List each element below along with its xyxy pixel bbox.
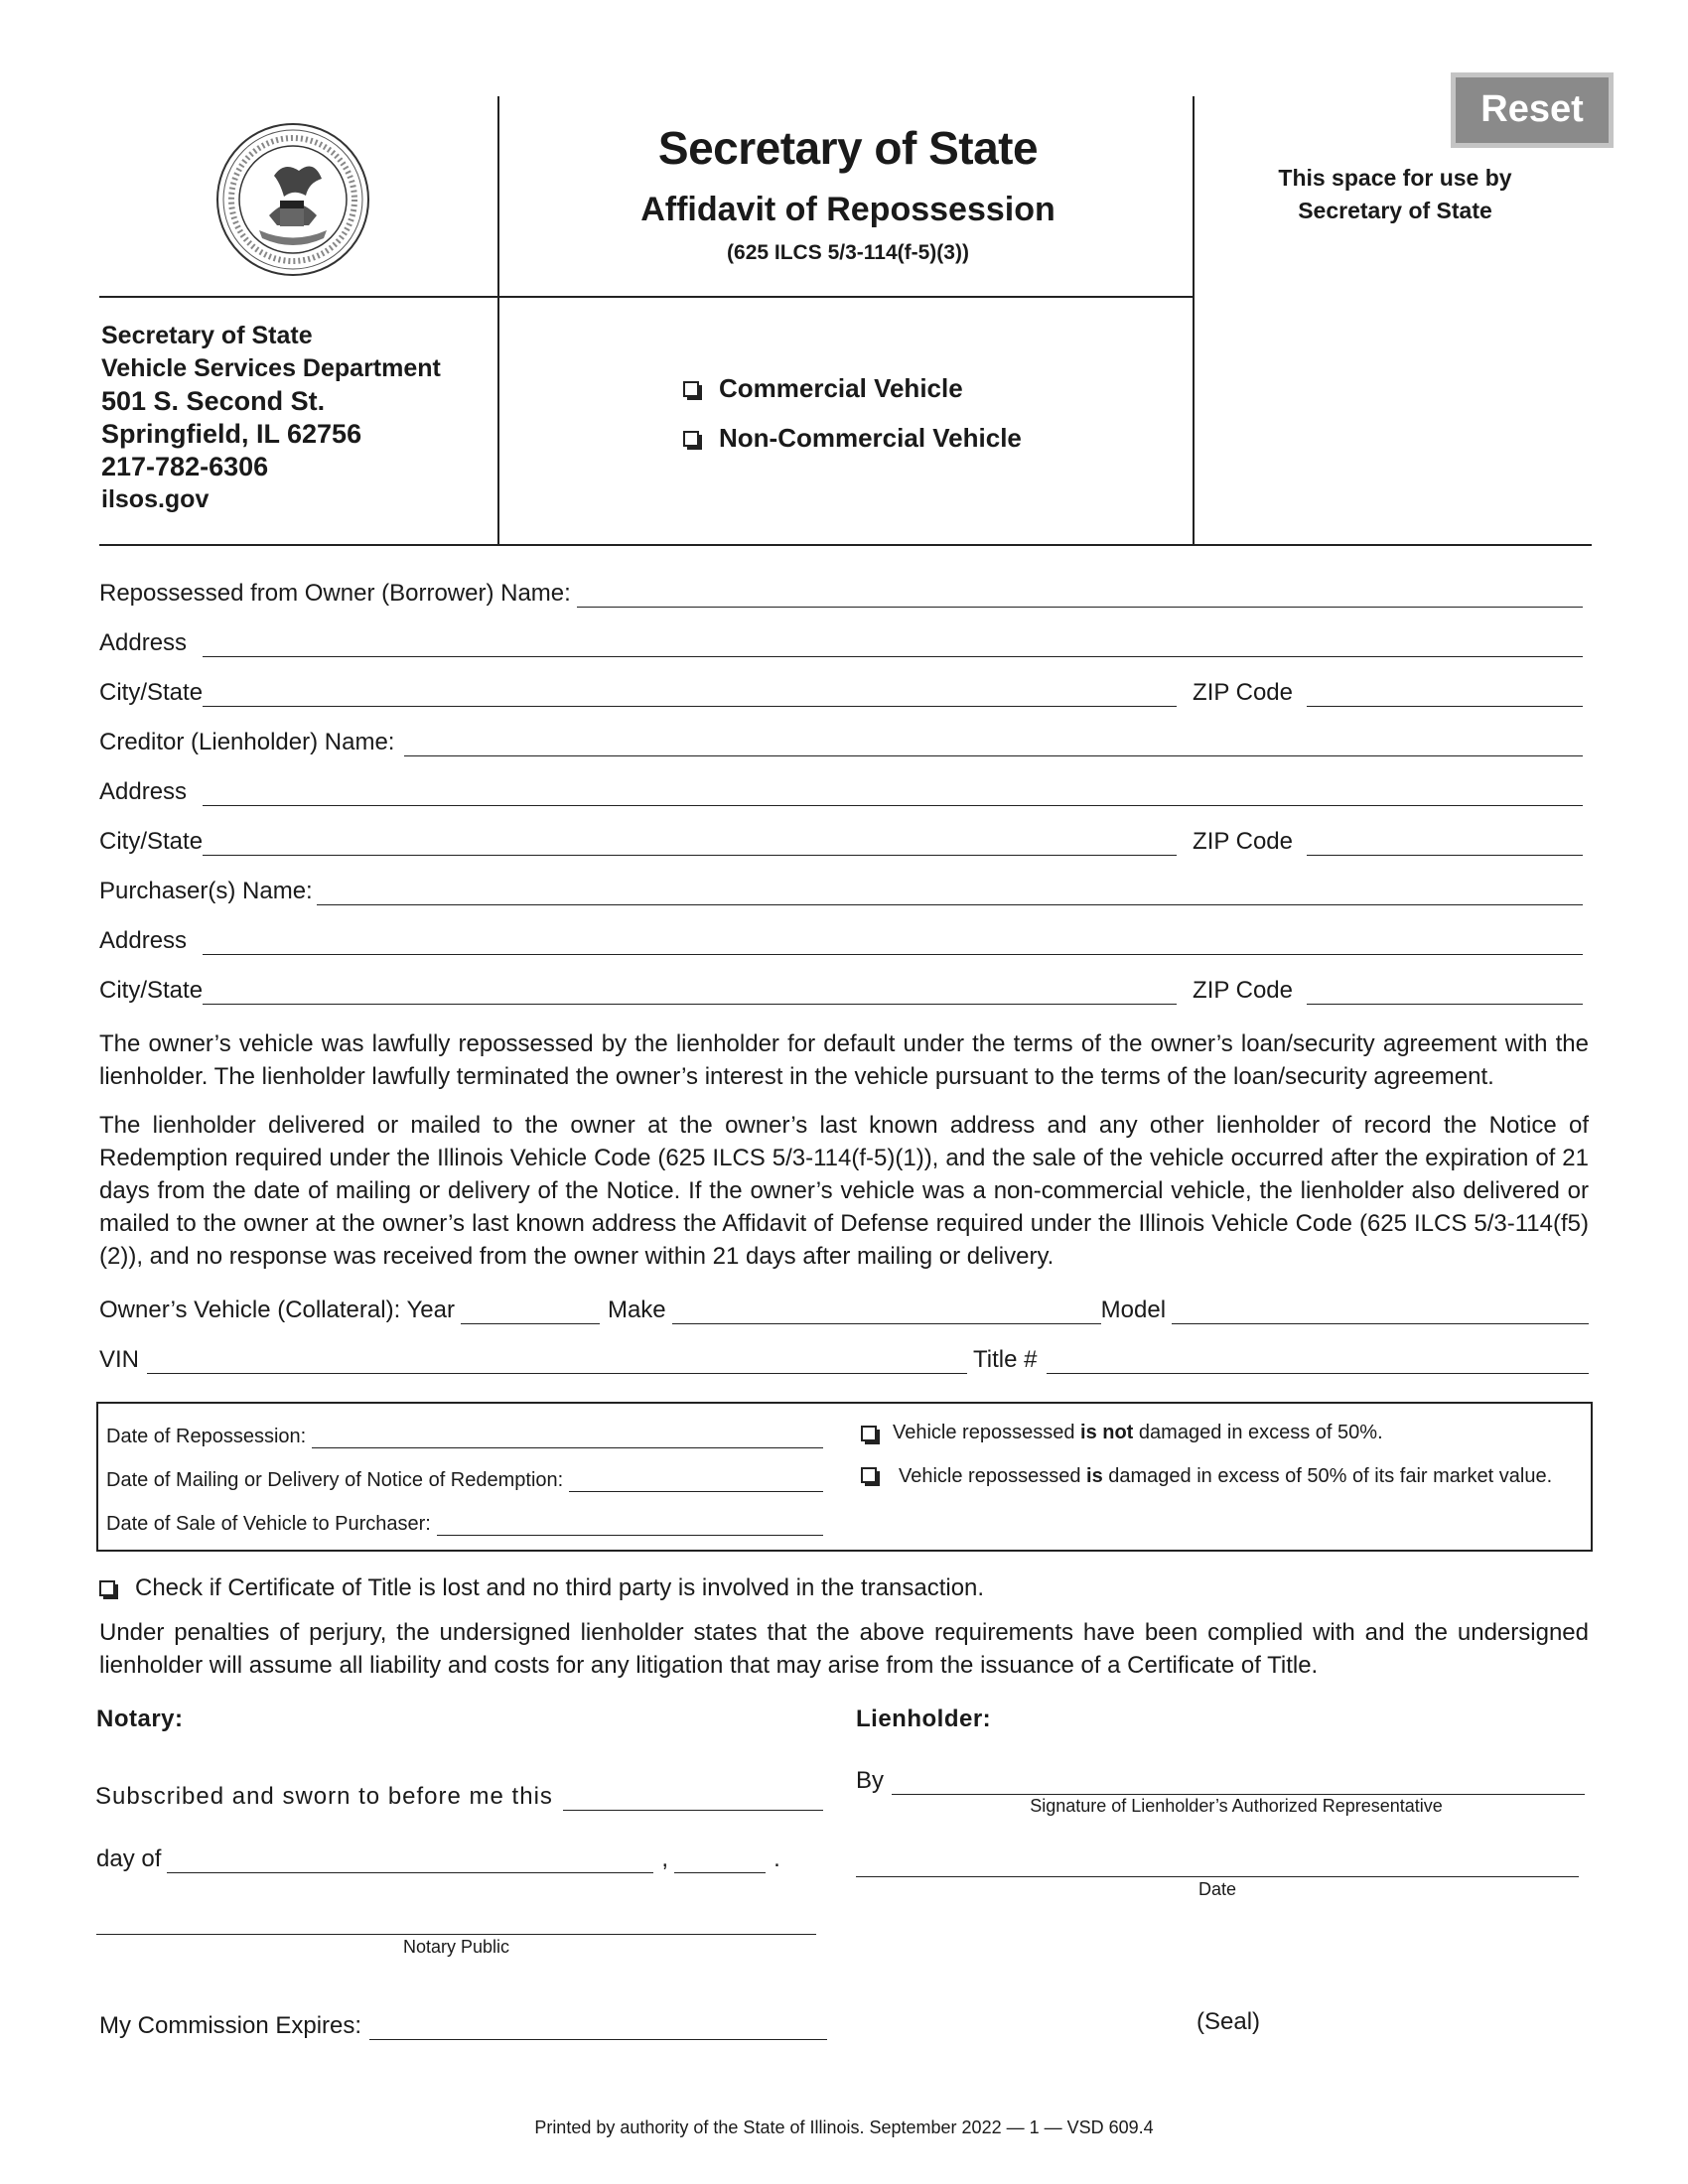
sos-use-space: This space for use by Secretary of State	[1278, 165, 1512, 223]
notary-heading: Notary:	[96, 1706, 184, 1732]
sworn-day-field[interactable]	[563, 1786, 823, 1811]
creditor-city-row: City/State ZIP Code	[99, 824, 1583, 856]
creditor-name-field[interactable]	[404, 732, 1583, 756]
lost-title-checkbox[interactable]: Check if Certificate of Title is lost and no third party is involved in the transaction.	[99, 1574, 984, 1602]
repossession-date-field[interactable]	[312, 1424, 823, 1448]
creditor-city-field[interactable]	[203, 831, 1177, 856]
creditor-name-row: Creditor (Lienholder) Name:	[99, 725, 1583, 756]
lienholder-signature-field[interactable]	[892, 1770, 1585, 1795]
owner-city-field[interactable]	[203, 682, 1177, 707]
vin-field[interactable]	[147, 1349, 967, 1374]
commercial-vehicle-label: Commercial Vehicle	[719, 373, 963, 403]
sale-date-row: Date of Sale of Vehicle to Purchaser:	[106, 1504, 823, 1536]
owner-name-row: Repossessed from Owner (Borrower) Name:	[99, 576, 1583, 608]
sale-date-field[interactable]	[437, 1511, 823, 1536]
creditor-zip-field[interactable]	[1307, 831, 1583, 856]
page-title: Secretary of State	[657, 122, 1039, 174]
by-row: By	[856, 1763, 1585, 1795]
notary-signature-line[interactable]	[96, 1934, 816, 1935]
commercial-vehicle-checkbox[interactable]	[683, 373, 963, 404]
purchaser-city-row: City/State ZIP Code	[99, 973, 1583, 1005]
checkbox-icon[interactable]	[861, 1426, 877, 1441]
owner-address-row: Address	[99, 625, 1583, 657]
non-commercial-vehicle-checkbox[interactable]	[683, 423, 1022, 454]
repossession-dates-box	[96, 1402, 1593, 1552]
year-field[interactable]	[674, 1848, 766, 1873]
signature-caption: Signature of Lienholder’s Authorized Representative	[1030, 1796, 1443, 1816]
notary-public-caption: Notary Public	[402, 1937, 510, 1957]
owner-address-field[interactable]	[203, 632, 1583, 657]
header-rule-bottom	[99, 544, 1592, 546]
vehicle-row: Owner’s Vehicle (Collateral): Year Make Model	[99, 1293, 1589, 1324]
footer: Printed by authority of the State of Illinois. September 2022 — 1 — VSD 609.4	[534, 2117, 1154, 2137]
non-commercial-vehicle-label: Non-Commercial Vehicle	[719, 423, 1022, 453]
vehicle-model-field[interactable]	[1172, 1299, 1589, 1324]
not-damaged-checkbox[interactable]: Vehicle repossessed is not damaged in excess of 50%.	[861, 1422, 1383, 1444]
creditor-address-row: Address	[99, 774, 1583, 806]
lienholder-date-field[interactable]	[856, 1876, 1579, 1877]
checkbox-icon[interactable]	[683, 431, 699, 447]
damaged-checkbox[interactable]: Vehicle repossessed is damaged in excess of 50% of its fair market value.	[861, 1463, 1584, 1490]
illinois-state-seal-icon	[214, 121, 371, 278]
mailing-date-row: Date of Mailing or Delivery of Notice of Redemption:	[106, 1460, 823, 1492]
checkbox-icon[interactable]	[861, 1467, 877, 1483]
owner-zip-field[interactable]	[1307, 682, 1583, 707]
mailing-date-field[interactable]	[569, 1467, 823, 1492]
repossession-date-row: Date of Repossession:	[106, 1417, 823, 1448]
seal-label: (Seal)	[1196, 2008, 1261, 2035]
date-caption: Date	[1197, 1879, 1237, 1899]
sworn-row: Subscribed and sworn to before me this	[95, 1779, 823, 1811]
purchaser-name-row: Purchaser(s) Name:	[99, 874, 1583, 905]
commission-expires-field[interactable]	[369, 2015, 827, 2040]
commission-row: My Commission Expires:	[99, 2008, 827, 2040]
form-subtitle: Affidavit of Repossession	[640, 191, 1055, 228]
statute-citation: (625 ILCS 5/3-114(f-5)(3))	[727, 241, 969, 264]
reset-button[interactable]: Reset	[1451, 72, 1614, 148]
purchaser-zip-field[interactable]	[1307, 980, 1583, 1005]
notice-statement: The lienholder delivered or mailed to the owner at the owner’s last known address and any other lienholder of record the Notice of Redemption required under the Illinois Vehicle Code (625 ILCS 5/3-114(f-5)(1)), and the sale of the vehicle occurred after the expiration of 21 days from the date of mailing or delivery of the Notice. If the owner’s vehicle was a non-commercial vehicle, the lienholder also delivered or mailed to the owner at the owner’s last known address the Affidavit of Defense required under the Illinois Vehicle Code (625 ILCS 5/3-114(f5)(2)), and no response was received from the owner within 21 days after mailing or delivery.	[99, 1112, 1589, 1270]
purchaser-city-field[interactable]	[203, 980, 1177, 1005]
department-address: Secretary of State Vehicle Services Department 501 S. Second St. Springfield, IL 62756 217-782-6306 ilsos.gov	[101, 322, 441, 513]
owner-city-row: City/State ZIP Code	[99, 675, 1583, 707]
checkbox-icon[interactable]	[99, 1580, 115, 1596]
perjury-statement: Under penalties of perjury, the undersigned lienholder states that the above requirements have been complied with and the undersigned lienholder will assume all liability and costs for any litigation that may arise from the issuance of a Certificate of Title.	[99, 1619, 1589, 1679]
vehicle-make-field[interactable]	[672, 1299, 1101, 1324]
purchaser-address-field[interactable]	[203, 930, 1583, 955]
owner-name-field[interactable]	[577, 583, 1583, 608]
purchaser-address-row: Address	[99, 923, 1583, 955]
lienholder-heading: Lienholder:	[856, 1706, 992, 1732]
repossession-statement: The owner’s vehicle was lawfully repossessed by the lienholder for default under the terms of the owner’s loan/security agreement with the lienholder. The lienholder lawfully terminated the owner’s interest in the vehicle pursuant to the terms of the loan/security agreement.	[99, 1030, 1589, 1090]
month-field[interactable]	[167, 1848, 653, 1873]
header-divider-left	[497, 96, 499, 546]
day-of-row: day of , .	[96, 1845, 780, 1872]
checkbox-icon[interactable]	[683, 381, 699, 397]
purchaser-name-field[interactable]	[317, 881, 1583, 905]
vehicle-year-field[interactable]	[461, 1299, 600, 1324]
vin-row: VIN Title #	[99, 1342, 1589, 1374]
header-rule-middle	[99, 296, 1194, 298]
title-number-field[interactable]	[1047, 1349, 1589, 1374]
creditor-address-field[interactable]	[203, 781, 1583, 806]
